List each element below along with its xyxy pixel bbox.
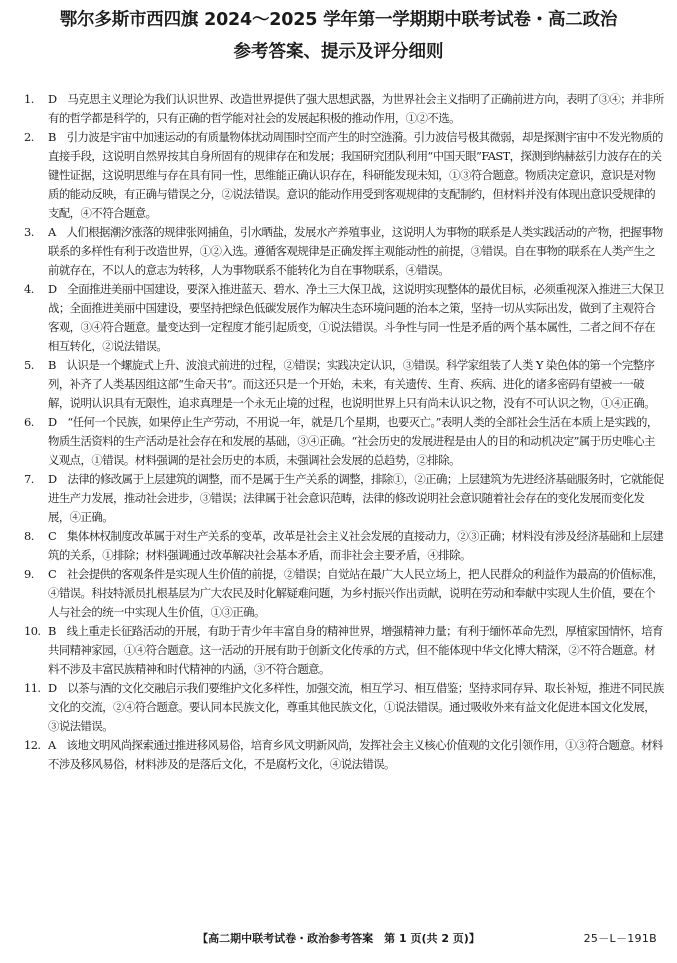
- answer-text: C 集体林权制度改革属于对生产关系的变革，改革是社会主义社会发展的直接动力，②③正确；材料没有涉及经济基础和上层建筑的关系，①排除；材料强调通过改革解决社会基本矛盾，而非社会主要矛盾，④排除。: [48, 529, 664, 562]
- answer-text: B 引力波是宇宙中加速运动的有质量物体扰动周围时空而产生的时空涟漪。引力波信号极其微弱，却是探测宇宙中不发光物质的直接手段，这说明自然界按其自身所固有的规律存在和发展；我国研究团队利用“中国天眼”FAST，探测到纳赫兹引力波存在的关键性证据，这说明思维与存在具有同一性，思维能正确认识存在，科研能发现未知，①③符合题意。物质决定意识，意识是对物质的能动反映，有正确与错误之分，②说法错误。意识的能动作用受到客观规律的支配制约，但材料并没有体现出意识受规律的支配，④不符合题意。: [48, 130, 663, 220]
- answer-text: D 马克思主义理论为我们认识世界、改造世界提供了强大思想武器，为世界社会主义指明了正确前进方向，表明了③④；并非所有的哲学都是科学的，只有正确的哲学能对社会的发展起积极的推动作用，①②不选。: [48, 92, 664, 125]
- answer-text: C 社会提供的客观条件是实现人生价值的前提，②错误；自觉站在最广大人民立场上，把人民群众的利益作为最高的价值标准，④错误。科技特派员扎根基层为广大农民及时化解疑难问题，为乡村振兴作出贡献，说明在劳动和奉献中实现人生价值，要在个人与社会的统一中实现人生价值，①③正确。: [48, 567, 664, 619]
- answer-text: D 以茶与酒的文化交融启示我们要维护文化多样性，加强交流，相互学习、相互借鉴；坚持求同存异、取长补短，推进不同民族文化的交流，②④符合题意。要认同本民族文化，尊重其他民族文化，①说法错误。通过吸收外来有益文化促进本国文化发展，③说法错误。: [48, 681, 664, 733]
- answer-item: [24, 413, 664, 470]
- footer-text: 【高二期中联考试卷・政治参考答案 第 1 页(共 2 页)】: [197, 932, 480, 945]
- answer-number: 5.: [24, 358, 34, 372]
- answer-number: 4.: [24, 282, 34, 296]
- answer-number: 12.: [24, 738, 41, 752]
- answer-number: 2.: [24, 130, 34, 144]
- page-footer: [0, 929, 677, 949]
- answer-item: [24, 280, 664, 356]
- answer-text: A 人们根据潮汐涨落的规律张网捕鱼，引水晒盐，发展水产养殖事业，这说明人为事物的联系是人类实践活动的产物，把握事物联系的多样性有利于改造世界，①②入选。遵循客观规律是正确发挥主观能动性的前提，③错误。自在事物的联系在人类产生之前就存在，不以人的意志为转移，人为事物联系不能转化为自在事物联系，④错误。: [48, 225, 663, 277]
- answer-item: [24, 679, 664, 736]
- answer-item: [24, 622, 664, 679]
- answer-number: 9.: [24, 567, 34, 581]
- answer-item: [24, 527, 664, 565]
- answer-number: 7.: [24, 472, 34, 486]
- answer-text: B 认识是一个螺旋式上升、波浪式前进的过程，②错误；实践决定认识，③错误。科学家组装了人类 Y 染色体的第一个完整序列，补齐了人类基因组这部“生命天书”。而这还只是一个开始，未来，有关遗传、生育、疾病、进化的诸多密码有望被一一破解，说明认识具有无限性，追求真理是一个永无止境的过程，也说明世界上只有尚未认识之物，没有不可认识之物，①④正确。: [48, 358, 656, 410]
- answer-text: D 法律的修改属于上层建筑的调整，而不是属于生产关系的调整，排除①，②正确；上层建筑为先进经济基础服务时，它就能促进生产力发展，推动社会进步，③错误；法律属于社会意识范畴，法律的修改说明社会意识随着社会存在的变化发展而变化发展，④正确。: [48, 472, 664, 524]
- answer-item: [24, 90, 664, 128]
- answer-number: 11.: [24, 681, 41, 695]
- answer-item: [24, 565, 664, 622]
- answer-item: [24, 356, 664, 413]
- answer-number: 10.: [24, 624, 41, 638]
- answer-number: 1.: [24, 92, 34, 106]
- answer-text: D “任何一个民族，如果停止生产劳动，不用说一年，就是几个星期，也要灭亡。”表明人类的全部社会生活在本质上是实践的，物质生活资料的生产活动是社会存在和发展的基础，③④正确。“社会历史的发展进程是由人的目的和动机决定”属于历史唯心主义观点，①错误。材料强调的是社会历史的本质，未强调社会发展的总趋势，②排除。: [48, 415, 658, 467]
- answer-number: 3.: [24, 225, 34, 239]
- answer-text: A 该地文明风尚探索通过推进移风易俗，培育乡风文明新风尚，发挥社会主义核心价值观的文化引领作用，①③符合题意。材料不涉及移风易俗，材料涉及的是落后文化，不是腐朽文化，④说法错误。: [48, 738, 663, 771]
- answer-item: [24, 128, 664, 223]
- page-title: 鄂尔多斯市西四旗 2024～2025 学年第一学期期中联考试卷・高二政治: [59, 10, 618, 30]
- answer-text: B 线上重走长征路活动的开展，有助于青少年丰富自身的精神世界，增强精神力量；有利于缅怀革命先烈，厚植家国情怀，培育共同精神家园，①④符合题意。这一活动的开展有助于创新文化传承的方式，但不能体现中华文化博大精深，②不符合题意。材料不涉及丰富民族精神和时代精神的内涵，③不符合题意。: [48, 624, 663, 676]
- answer-number: 6.: [24, 415, 34, 429]
- answer-item: [24, 223, 664, 280]
- answer-number: 8.: [24, 529, 34, 543]
- page-subtitle: 参考答案、提示及评分细则: [233, 42, 444, 62]
- answer-text: D 全面推进美丽中国建设，要深入推进蓝天、碧水、净土三大保卫战，这说明实现整体的最优目标，必须重视深入推进三大保卫战；全面推进美丽中国建设，要坚持把绿色低碳发展作为解决生态环境问题的治本之策，坚持一切从实际出发，做到了主观符合客观，③④符合题意。量变达到一定程度才能引起质变，①说法错误。斗争性与同一性是矛盾的两个基本属性，二者之间不存在相互转化，②说法错误。: [48, 282, 664, 353]
- answer-list: [24, 90, 664, 774]
- answer-item: [24, 736, 664, 774]
- answer-item: [24, 470, 664, 527]
- document-code: 25－L－191B: [583, 932, 657, 945]
